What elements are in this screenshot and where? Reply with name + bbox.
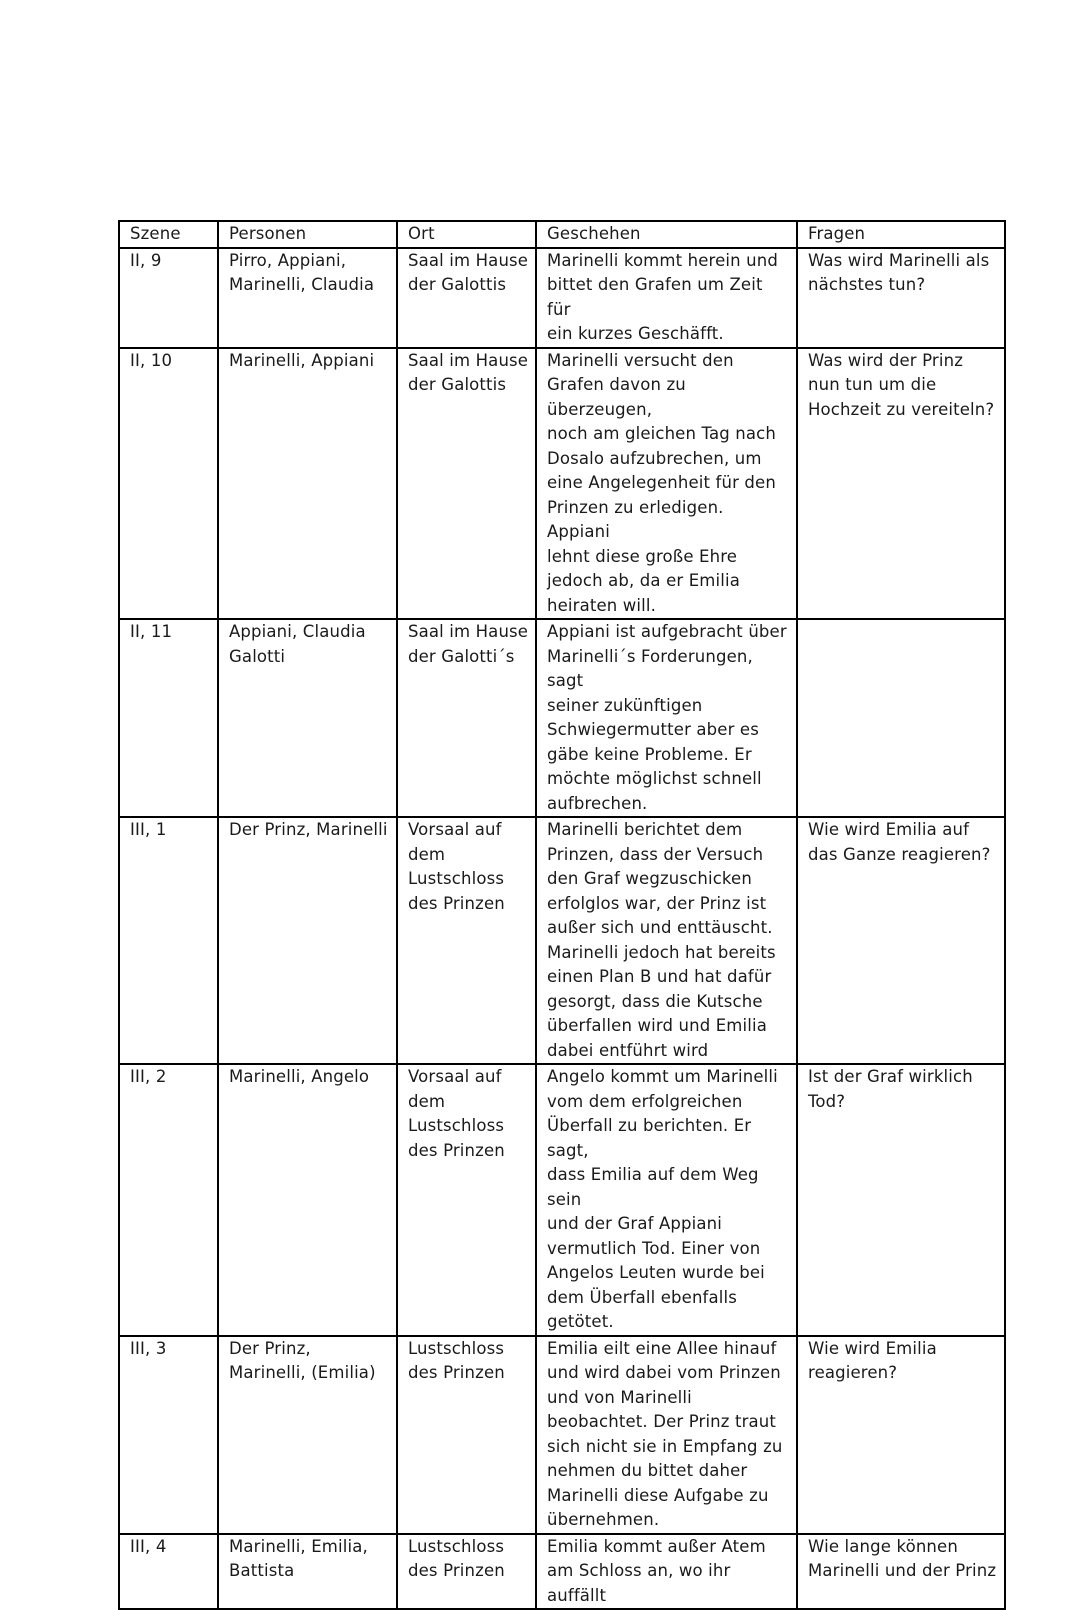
szene-text: III, 2 bbox=[130, 1067, 167, 1086]
cell-szene bbox=[119, 1064, 218, 1336]
cell-geschehen bbox=[536, 619, 797, 817]
personen-text: Marinelli, Appiani bbox=[229, 350, 375, 370]
cell-geschehen bbox=[536, 1336, 797, 1534]
cell-personen bbox=[218, 1064, 397, 1336]
fragen-text: Wie wird Emilia reagieren? bbox=[808, 1338, 937, 1382]
ort-text: Vorsaal auf dem Lustschloss des Prinzen bbox=[408, 1067, 505, 1160]
cell-fragen bbox=[797, 619, 1005, 817]
table-row bbox=[119, 348, 1005, 620]
cell-personen bbox=[218, 1336, 397, 1534]
geschehen-text: Marinelli berichtet dem Prinzen, dass der Versuch den Graf wegzuschicken erfolglos war, der Prinz ist außer sich und enttäuscht. Marinelli jedoch hat bereits einen Plan B und hat dafür gesorgt, dass die Kutsche überfallen wird und Emilia dabei entführt wird bbox=[547, 820, 776, 1060]
cell-szene bbox=[119, 1534, 218, 1610]
table-header-row bbox=[119, 221, 1005, 248]
ort-text: Vorsaal auf dem Lustschloss des Prinzen bbox=[408, 820, 505, 913]
szene-text: III, 3 bbox=[130, 1338, 167, 1358]
geschehen-text: Marinelli versucht den Grafen davon zu überzeugen, noch am gleichen Tag nach Dosalo aufzubrechen, um eine Angelegenheit für den Prinzen zu erledigen. Appiani lehnt diese große Ehre jedoch ab, da er Emilia heiraten will. bbox=[547, 350, 776, 615]
cell-geschehen bbox=[536, 248, 797, 348]
cell-szene bbox=[119, 248, 218, 348]
table-row bbox=[119, 817, 1005, 1064]
personen-text: Marinelli, Emilia, Battista bbox=[229, 1536, 368, 1580]
szene-text: II, 11 bbox=[130, 622, 173, 641]
cell-fragen bbox=[797, 1534, 1005, 1610]
fragen-text: Was wird Marinelli als nächstes tun? bbox=[808, 250, 990, 294]
fragen-text: Was wird der Prinz nun tun um die Hochzeit zu vereiteln? bbox=[808, 350, 995, 419]
cell-personen bbox=[218, 348, 397, 620]
personen-text: Der Prinz, Marinelli, (Emilia) bbox=[229, 1338, 376, 1382]
cell-fragen bbox=[797, 817, 1005, 1064]
header-fragen: Fragen bbox=[797, 221, 1005, 248]
personen-text: Der Prinz, Marinelli bbox=[229, 820, 388, 839]
table-row bbox=[119, 1336, 1005, 1534]
table-row bbox=[119, 248, 1005, 348]
personen-text: Pirro, Appiani, Marinelli, Claudia bbox=[229, 250, 375, 294]
ort-text: Lustschloss des Prinzen bbox=[408, 1338, 505, 1382]
cell-ort bbox=[397, 348, 536, 620]
header-szene: Szene bbox=[119, 221, 218, 248]
cell-geschehen bbox=[536, 817, 797, 1064]
szene-text: II, 10 bbox=[130, 350, 173, 370]
ort-text: Saal im Hause der Galottis bbox=[408, 250, 529, 294]
cell-personen bbox=[218, 1534, 397, 1610]
header-ort: Ort bbox=[397, 221, 536, 248]
scene-table bbox=[118, 220, 1006, 1610]
cell-ort bbox=[397, 619, 536, 817]
cell-personen bbox=[218, 817, 397, 1064]
cell-fragen bbox=[797, 1336, 1005, 1534]
szene-text: III, 4 bbox=[130, 1536, 167, 1556]
cell-fragen bbox=[797, 1064, 1005, 1336]
cell-fragen bbox=[797, 348, 1005, 620]
cell-fragen bbox=[797, 248, 1005, 348]
cell-szene bbox=[119, 817, 218, 1064]
header-geschehen: Geschehen bbox=[536, 221, 797, 248]
geschehen-text: Marinelli kommt herein und bittet den Grafen um Zeit für ein kurzes Geschäfft. bbox=[547, 250, 779, 343]
szene-text: III, 1 bbox=[130, 820, 167, 839]
table-row bbox=[119, 619, 1005, 817]
geschehen-text: Angelo kommt um Marinelli vom dem erfolgreichen Überfall zu berichten. Er sagt, dass Emilia auf dem Weg sein und der Graf Appiani vermutlich Tod. Einer von Angelos Leuten wurde bei dem Überfall ebenfalls getötet. bbox=[547, 1067, 778, 1331]
cell-personen bbox=[218, 619, 397, 817]
geschehen-text: Appiani ist aufgebracht über Marinelli´s Forderungen, sagt seiner zukünftigen Schwiegermutter aber es gäbe keine Probleme. Er möchte möglichst schnell aufbrechen. bbox=[547, 622, 787, 813]
fragen-text: Ist der Graf wirklich Tod? bbox=[808, 1067, 973, 1111]
cell-geschehen bbox=[536, 1064, 797, 1336]
cell-ort bbox=[397, 248, 536, 348]
cell-ort bbox=[397, 1064, 536, 1336]
header-personen: Personen bbox=[218, 221, 397, 248]
geschehen-text: Emilia kommt außer Atem am Schloss an, wo ihr auffällt bbox=[547, 1536, 766, 1605]
cell-szene bbox=[119, 1336, 218, 1534]
geschehen-text: Emilia eilt eine Allee hinauf und wird dabei vom Prinzen und von Marinelli beobachtet. Der Prinz traut sich nicht sie in Empfang zu nehmen du bittet daher Marinelli diese Aufgabe zu übernehmen. bbox=[547, 1338, 783, 1529]
fragen-text: Wie lange können Marinelli und der Prinz bbox=[808, 1536, 997, 1580]
table-row bbox=[119, 1064, 1005, 1336]
table-row bbox=[119, 1534, 1005, 1610]
fragen-text: Wie wird Emilia auf das Ganze reagieren? bbox=[808, 820, 991, 864]
cell-ort bbox=[397, 1336, 536, 1534]
cell-geschehen bbox=[536, 1534, 797, 1610]
cell-ort bbox=[397, 817, 536, 1064]
cell-personen bbox=[218, 248, 397, 348]
cell-ort bbox=[397, 1534, 536, 1610]
ort-text: Saal im Hause der Galotti´s bbox=[408, 622, 529, 666]
ort-text: Saal im Hause der Galottis bbox=[408, 350, 529, 394]
ort-text: Lustschloss des Prinzen bbox=[408, 1536, 505, 1580]
cell-szene bbox=[119, 348, 218, 620]
szene-text: II, 9 bbox=[130, 250, 162, 270]
personen-text: Marinelli, Angelo bbox=[229, 1067, 370, 1086]
cell-szene bbox=[119, 619, 218, 817]
cell-geschehen bbox=[536, 348, 797, 620]
personen-text: Appiani, Claudia Galotti bbox=[229, 622, 366, 666]
